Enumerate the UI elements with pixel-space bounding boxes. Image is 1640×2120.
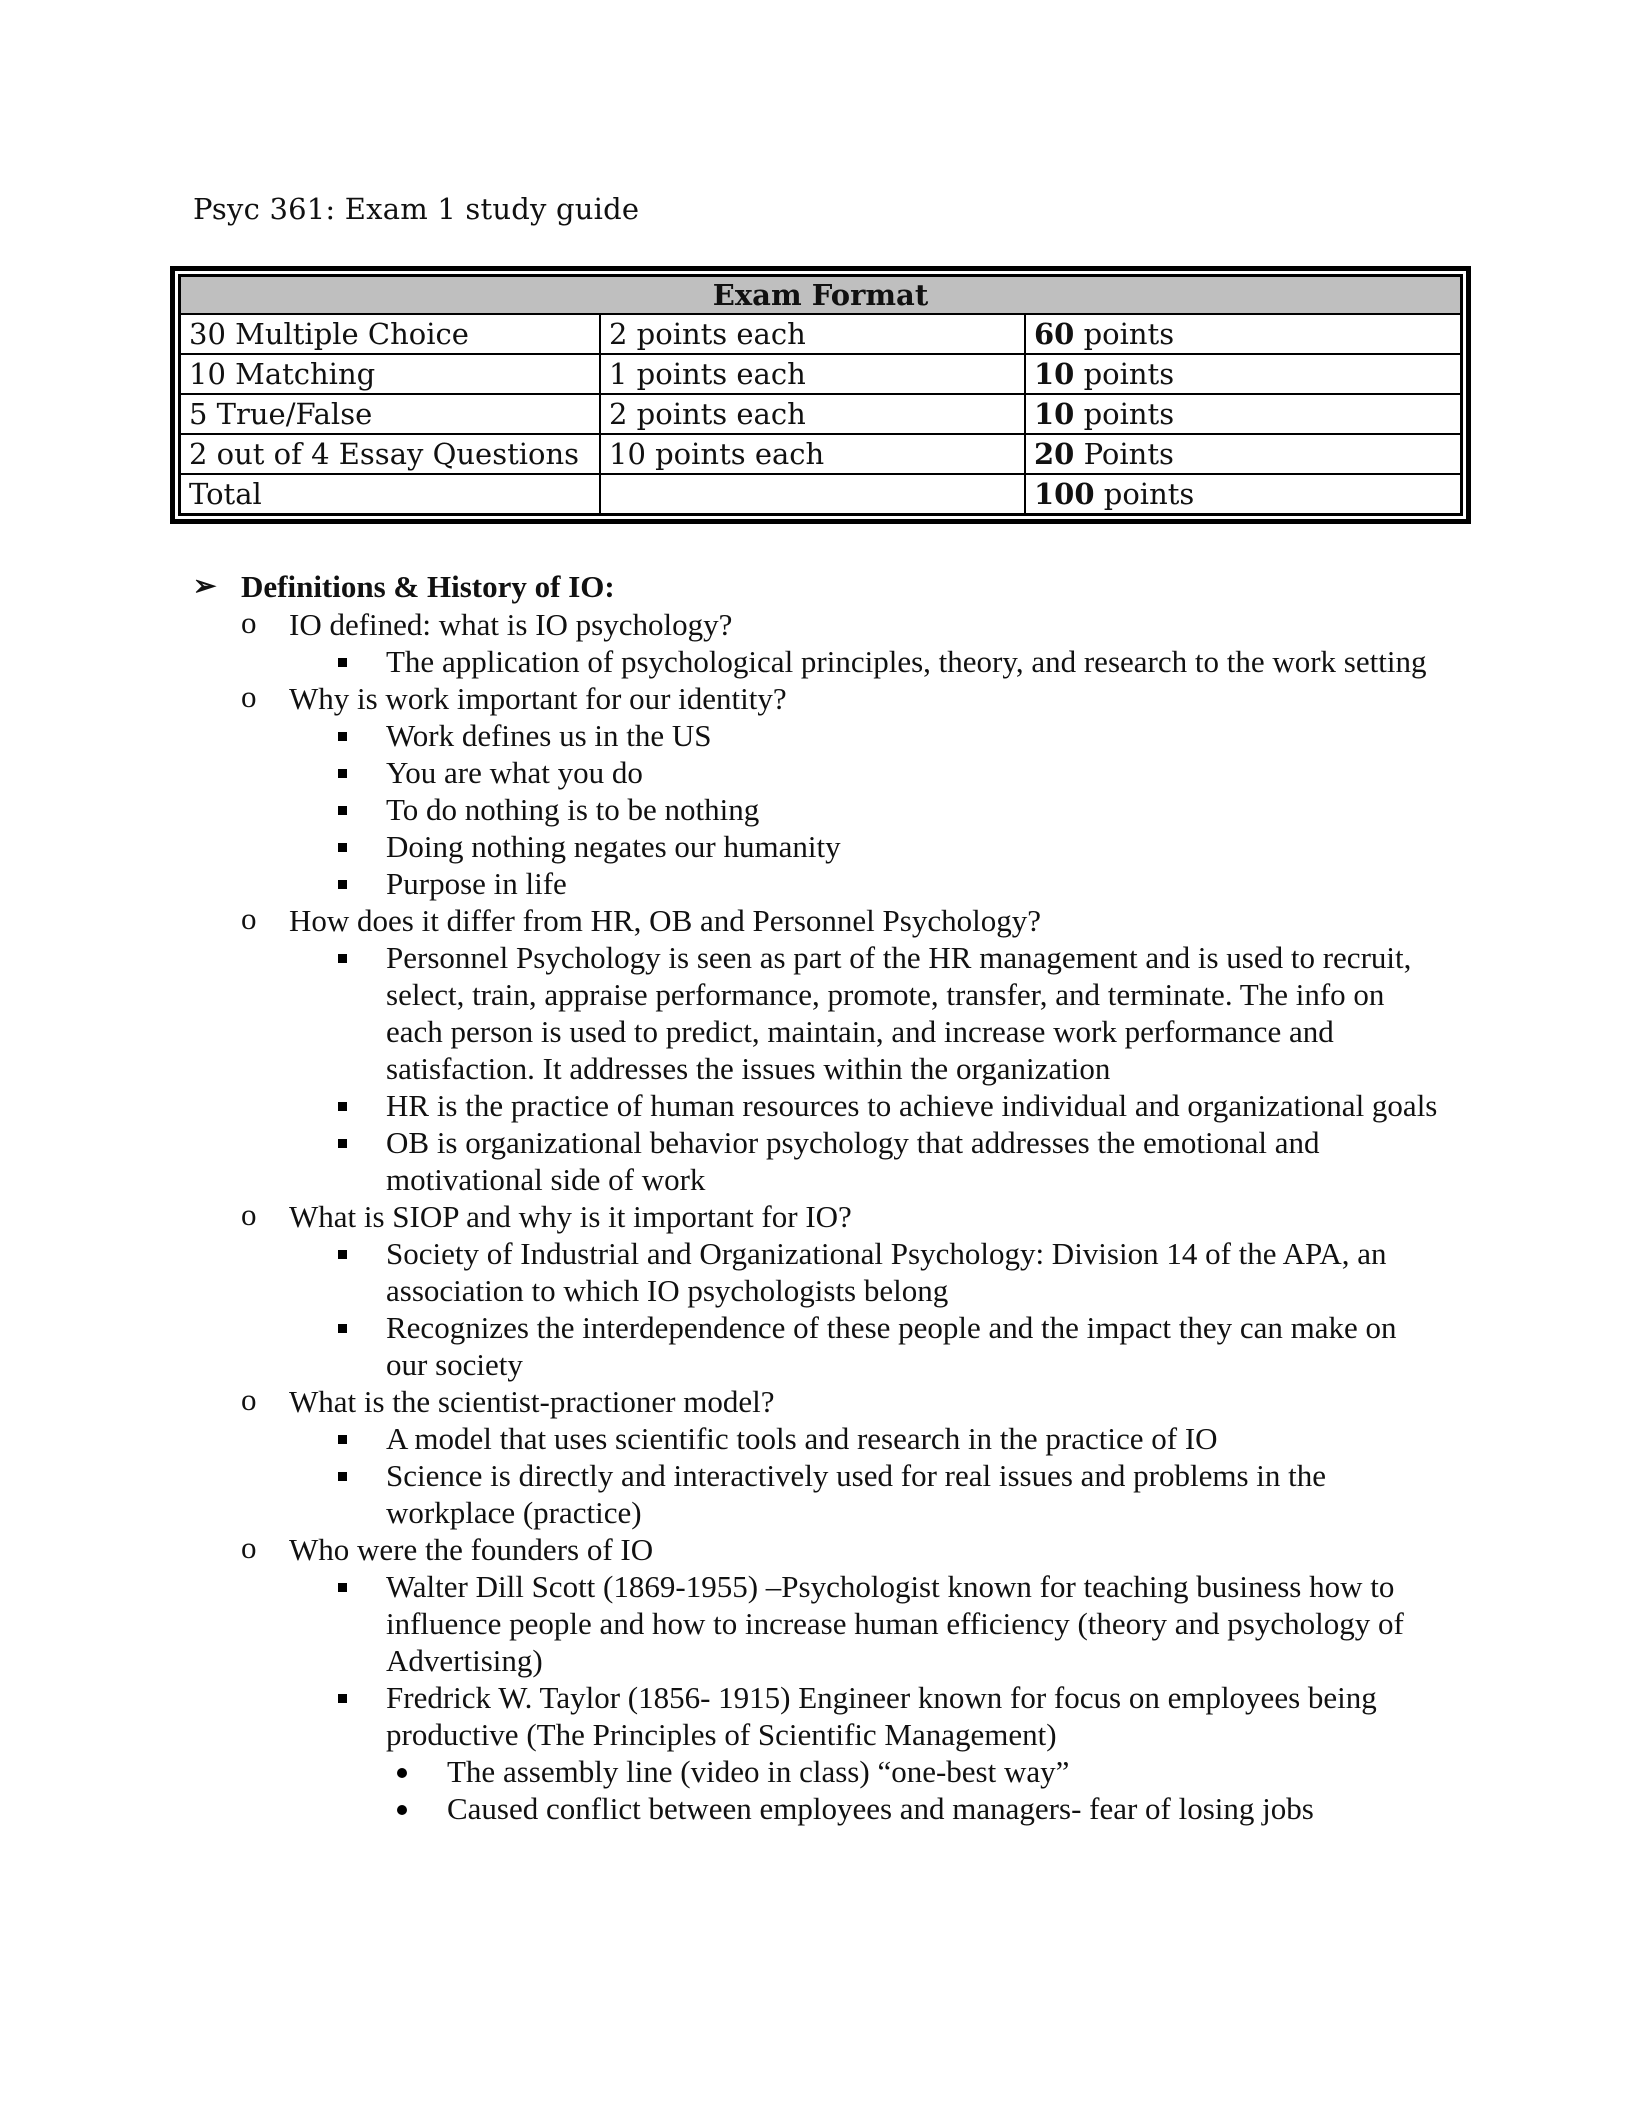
list-item xyxy=(0,1568,1640,1679)
outline-question xyxy=(0,1531,1640,1568)
format-item: 10 Matching xyxy=(180,354,601,394)
table-row xyxy=(180,434,1462,474)
table-row xyxy=(180,394,1462,434)
table-row xyxy=(180,354,1462,394)
square-bullet-icon xyxy=(338,843,347,852)
table-row xyxy=(180,474,1462,515)
list-item xyxy=(0,1124,1640,1198)
list-item xyxy=(0,1087,1640,1124)
bullet-text: Personnel Psychology is seen as part of the HR management and is used to recruit, select, train, appraise performance, promote, transfer, and terminate. The info on each person is used to predict, maintain, and increase work performance and satisfaction. It addresses the issues within the organization xyxy=(386,940,1412,1086)
square-bullet-icon xyxy=(338,1102,347,1111)
bullet-text: OB is organizational behavior psychology that addresses the emotional and motivational side of work xyxy=(386,1125,1320,1197)
format-total-unit: points xyxy=(1074,397,1175,431)
format-points-each xyxy=(600,474,1025,515)
bullet-text: A model that uses scientific tools and research in the practice of IO xyxy=(386,1421,1218,1456)
outline-question xyxy=(0,1198,1640,1235)
format-total-number: 60 xyxy=(1034,317,1075,351)
format-item: Total xyxy=(180,474,601,515)
arrow-bullet-icon: ➢ xyxy=(193,571,217,602)
question-text: Who were the founders of IO xyxy=(289,1532,654,1567)
format-item: 2 out of 4 Essay Questions xyxy=(180,434,601,474)
format-total-unit: Points xyxy=(1074,437,1174,471)
subbullet-text: Caused conflict between employees and managers- fear of losing jobs xyxy=(447,1791,1314,1826)
circle-bullet-icon: o xyxy=(241,901,257,936)
format-total-number: 100 xyxy=(1034,477,1095,511)
format-total xyxy=(1025,474,1462,515)
bullet-text: Recognizes the interdependence of these people and the impact they can make on our society xyxy=(386,1310,1397,1382)
square-bullet-icon xyxy=(338,806,347,815)
format-total-unit: points xyxy=(1094,477,1195,511)
question-text: What is the scientist-practioner model? xyxy=(289,1384,775,1419)
square-bullet-icon xyxy=(338,880,347,889)
list-item xyxy=(0,791,1640,828)
outline-question xyxy=(0,680,1640,717)
format-points-each: 10 points each xyxy=(600,434,1025,474)
square-bullet-icon xyxy=(338,1583,347,1592)
list-item xyxy=(0,1235,1640,1309)
circle-bullet-icon: o xyxy=(241,1197,257,1232)
outline-question xyxy=(0,1383,1640,1420)
list-item xyxy=(0,1753,1640,1790)
dot-bullet-icon xyxy=(397,1805,407,1815)
square-bullet-icon xyxy=(338,769,347,778)
format-points-each: 2 points each xyxy=(600,394,1025,434)
format-total-number: 20 xyxy=(1034,437,1075,471)
square-bullet-icon xyxy=(338,1435,347,1444)
table-row xyxy=(180,314,1462,354)
list-item xyxy=(0,1420,1640,1457)
outline-question xyxy=(0,606,1640,643)
section-heading xyxy=(0,568,1640,605)
bullet-text: Society of Industrial and Organizational Psychology: Division 14 of the APA, an association to which IO psychologists belong xyxy=(386,1236,1387,1308)
format-points-each: 1 points each xyxy=(600,354,1025,394)
list-item xyxy=(0,1309,1640,1383)
list-item xyxy=(0,939,1640,1087)
subbullet-text: The assembly line (video in class) “one-best way” xyxy=(447,1754,1070,1789)
format-total-unit: points xyxy=(1074,357,1175,391)
square-bullet-icon xyxy=(338,1324,347,1333)
format-total-number: 10 xyxy=(1034,397,1075,431)
format-total xyxy=(1025,314,1462,354)
list-item xyxy=(0,1457,1640,1531)
exam-format-heading: Exam Format xyxy=(180,276,1462,315)
question-text: How does it differ from HR, OB and Personnel Psychology? xyxy=(289,903,1041,938)
exam-format-table xyxy=(178,274,1463,516)
list-item xyxy=(0,754,1640,791)
list-item xyxy=(0,643,1640,680)
question-text: Why is work important for our identity? xyxy=(289,681,787,716)
list-item xyxy=(0,828,1640,865)
document-title: Psyc 361: Exam 1 study guide xyxy=(193,192,640,226)
square-bullet-icon xyxy=(338,1139,347,1148)
square-bullet-icon xyxy=(338,954,347,963)
format-item: 30 Multiple Choice xyxy=(180,314,601,354)
circle-bullet-icon: o xyxy=(241,1530,257,1565)
square-bullet-icon xyxy=(338,1694,347,1703)
study-outline xyxy=(0,568,1640,1827)
format-total xyxy=(1025,354,1462,394)
exam-format-table-frame xyxy=(170,266,1471,524)
bullet-text: HR is the practice of human resources to achieve individual and organizational goals xyxy=(386,1088,1438,1123)
list-item xyxy=(0,717,1640,754)
section-title: Definitions & History of IO: xyxy=(241,569,615,604)
list-item xyxy=(0,865,1640,902)
square-bullet-icon xyxy=(338,1250,347,1259)
circle-bullet-icon: o xyxy=(241,679,257,714)
bullet-text: You are what you do xyxy=(386,755,643,790)
format-total xyxy=(1025,434,1462,474)
question-text: IO defined: what is IO psychology? xyxy=(289,607,733,642)
format-total xyxy=(1025,394,1462,434)
bullet-text: Work defines us in the US xyxy=(386,718,712,753)
circle-bullet-icon: o xyxy=(241,1382,257,1417)
question-text: What is SIOP and why is it important for IO? xyxy=(289,1199,852,1234)
bullet-text: To do nothing is to be nothing xyxy=(386,792,760,827)
circle-bullet-icon: o xyxy=(241,605,257,640)
format-points-each: 2 points each xyxy=(600,314,1025,354)
bullet-text: Science is directly and interactively used for real issues and problems in the workplace (practice) xyxy=(386,1458,1327,1530)
format-total-number: 10 xyxy=(1034,357,1075,391)
bullet-text: Fredrick W. Taylor (1856- 1915) Engineer known for focus on employees being productive (The Principles of Scientific Management) xyxy=(386,1680,1377,1752)
bullet-text: Walter Dill Scott (1869-1955) –Psychologist known for teaching business how to influence people and how to increase human efficiency (theory and psychology of Advertising) xyxy=(386,1569,1404,1678)
list-item xyxy=(0,1679,1640,1753)
dot-bullet-icon xyxy=(397,1768,407,1778)
square-bullet-icon xyxy=(338,732,347,741)
format-item: 5 True/False xyxy=(180,394,601,434)
format-total-unit: points xyxy=(1074,317,1175,351)
square-bullet-icon xyxy=(338,1472,347,1481)
list-item xyxy=(0,1790,1640,1827)
bullet-text: The application of psychological principles, theory, and research to the work setting xyxy=(386,644,1427,679)
outline-question xyxy=(0,902,1640,939)
bullet-text: Doing nothing negates our humanity xyxy=(386,829,841,864)
square-bullet-icon xyxy=(338,658,347,667)
bullet-text: Purpose in life xyxy=(386,866,567,901)
